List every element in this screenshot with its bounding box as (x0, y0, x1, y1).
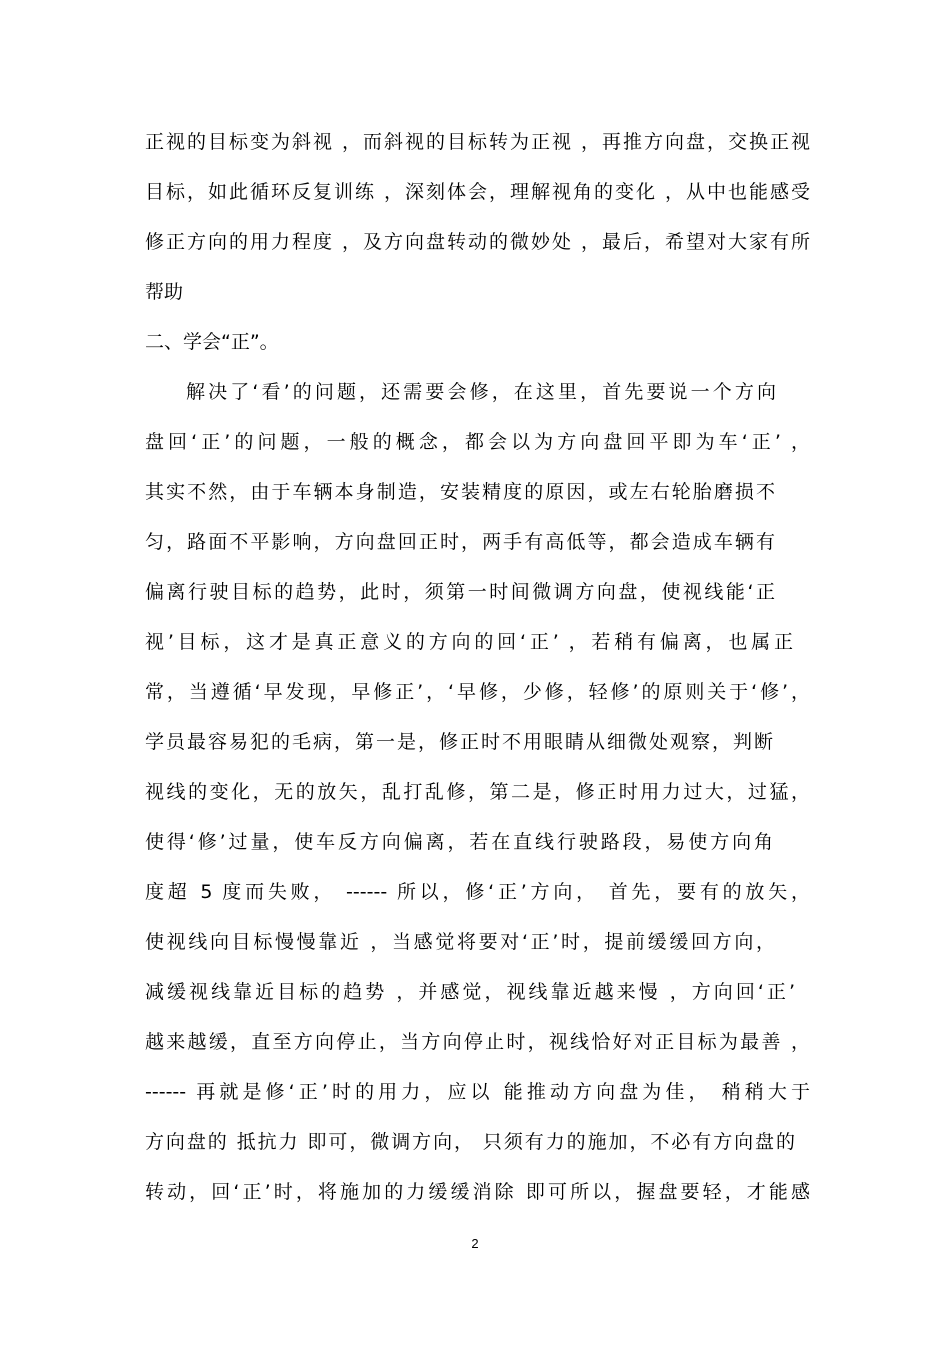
text-line: 帮助 (145, 281, 184, 303)
text-line: 方向盘的 抵抗力 即可，微调方向， 只须有力的施加，不必有方向盘的 (145, 1131, 795, 1153)
text-line: 使视线向目标慢慢靠近 ，当感觉将要对‘正’时，提前缓缓回方向， (145, 931, 775, 953)
text-line: 解决了‘看’的问题，还需要会修，在这里，首先要说一个方向 (186, 381, 776, 403)
text-line: 减缓视线靠近目标的趋势 ，并感觉，视线靠近越来慢 ，方向回‘正’ (145, 981, 795, 1003)
text-line: 其实不然，由于车辆本身制造，安装精度的原因，或左右轮胎磨损不 (145, 481, 775, 503)
text-line: 视’目标，这才是真正意义的方向的回‘正’ ，若稍有偏离，也属正 (145, 631, 793, 653)
text-line: 匀，路面不平影响，方向盘回正时，两手有高低等，都会造成车辆有 (145, 531, 775, 553)
section-heading: 二、学会“正”。 (145, 331, 279, 353)
text-line: 度超 5 度而失败， ------ 所以，修‘正’方向， 首先，要有的放矢， (145, 881, 810, 903)
text-line: 目标，如此循环反复训练 ，深刻体会，理解视角的变化 ，从中也能感受 (145, 181, 810, 203)
text-line: ------ 再就是修‘正’时的用力，应以 能推动方向盘为佳， 稍稍大于 (145, 1081, 810, 1103)
page-number: 2 (471, 1236, 479, 1251)
text-line: 正视的目标变为斜视 ，而斜视的目标转为正视 ，再推方向盘，交换正视 (145, 131, 810, 153)
text-line: 盘回‘正’的问题，一般的概念，都会以为方向盘回平即为车‘正’ ， (145, 431, 810, 453)
text-line: 学员最容易犯的毛病，第一是，修正时不用眼睛从细微处观察，判断 (145, 731, 773, 753)
text-line: 使得‘修’过量，使车反方向偏离，若在直线行驶路段，易使方向角 (145, 831, 773, 853)
text-line: 越来越缓，直至方向停止，当方向停止时，视线恰好对正目标为最善 ， (145, 1031, 810, 1053)
text-line: 常，当遵循‘早发现，早修正’，‘早修，少修，轻修’的原则关于‘修’， (145, 681, 810, 703)
text-line: 修正方向的用力程度 ，及方向盘转动的微妙处 ，最后，希望对大家有所 (145, 231, 810, 253)
text-line: 转动，回‘正’时，将施加的力缓缓消除 即可所以，握盘要轻，才能感 (145, 1181, 810, 1203)
text-line: 偏离行驶目标的趋势，此时，须第一时间微调方向盘，使视线能‘正 (145, 581, 775, 603)
text-line: 视线的变化，无的放矢，乱打乱修，第二是，修正时用力过大，过猛， (145, 781, 810, 803)
